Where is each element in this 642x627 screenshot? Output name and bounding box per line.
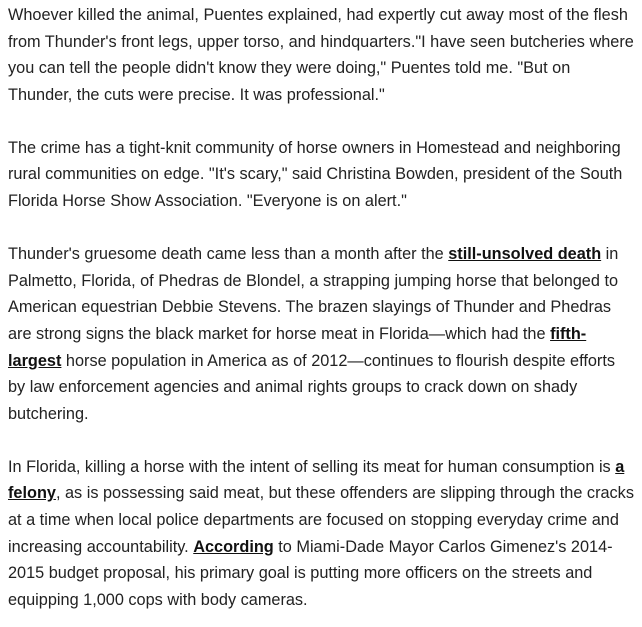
paragraph-2-text: The crime has a tight-knit community of horse owners in Homestead and neighboring rural communities on edge. "It's scary," said Christina Bowden, president of the South Florida Horse Show Association. "Everyone is on alert." [8, 138, 623, 211]
paragraph-2 [8, 135, 634, 215]
paragraph-4 [8, 454, 634, 614]
paragraph-1 [8, 2, 634, 108]
still-unsolved-death-link[interactable]: still-unsolved death [448, 245, 602, 264]
paragraph-3 [8, 241, 634, 427]
paragraph-4-text-c: to Miami-Dade Mayor Carlos Gimenez's 2014-2015 budget proposal, his primary goal is putting more officers on the streets and equipping 1,000 cops with body cameras. [8, 537, 613, 609]
paragraph-1-text: Whoever killed the animal, Puentes explained, had expertly cut away most of the flesh from Thunder's front legs, upper torso, and hindquarters."I have seen butcheries where you can tell the people didn't know they were doing," Puentes told me. "But on Thunder, the cuts were precise. It was professional." [8, 6, 634, 104]
paragraph-3-text-b: in Palmetto, Florida, of Phedras de Blondel, a strapping jumping horse that belonged to American equestrian Debbie Stevens. The brazen slayings of Thunder and Phedras are strong signs the black market for horse meat in Florida—which had the [8, 245, 619, 343]
paragraph-4-text-b: , as is possessing said meat, but these offenders are slipping through the cracks at a time when local police departments are focused on stopping everyday crime and increasing accountability. [8, 484, 634, 556]
a-felony-link[interactable]: a felony [8, 457, 625, 503]
according-link[interactable]: According [193, 537, 274, 556]
paragraph-4-text-a: In Florida, killing a horse with the intent of selling its meat for human consumption is [8, 457, 616, 476]
paragraph-3-text-c: horse population in America as of 2012—continues to flourish despite efforts by law enforcement agencies and animal rights groups to crack down on shady butchering. [8, 351, 615, 423]
fifth-largest-link[interactable]: fifth-largest [8, 324, 587, 370]
paragraph-3-text-a: Thunder's gruesome death came less than a month after the [8, 245, 449, 264]
